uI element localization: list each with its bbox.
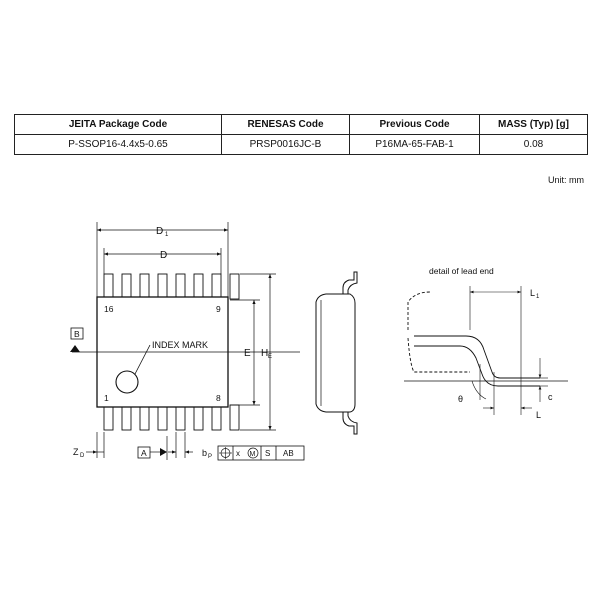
value-previous: P16MA-65-FAB-1 [350, 135, 480, 155]
lower-leads [104, 405, 239, 430]
header-jeita: JEITA Package Code [15, 115, 222, 135]
label-pin-16: 16 [104, 304, 114, 314]
lead-detail [404, 286, 568, 415]
label-zd: Z [73, 447, 79, 457]
label-d1: D [156, 226, 164, 237]
label-tol-m: M [249, 451, 256, 458]
side-view [316, 272, 357, 434]
label-pin-8: 8 [216, 393, 221, 403]
label-c: c [548, 392, 553, 402]
unit-note: Unit: mm [548, 175, 584, 185]
label-bp-sub: P [208, 454, 213, 460]
label-l1: L [530, 288, 536, 298]
label-tol-s: S [265, 449, 271, 458]
label-datum-b: B [74, 329, 80, 339]
label-d1-sub: 1 [165, 232, 169, 238]
label-tol-x: x [236, 449, 240, 458]
label-pin-1: 1 [104, 393, 109, 403]
value-jeita: P-SSOP16-4.4x5-0.65 [15, 135, 222, 155]
label-theta: θ [458, 394, 464, 404]
label-bp: b [202, 448, 208, 458]
label-l: L [536, 410, 542, 420]
label-datum-a: A [141, 448, 147, 458]
label-zd-sub: D [80, 453, 85, 459]
label-e: E [244, 348, 251, 359]
value-renesas: PRSP0016JC-B [222, 135, 350, 155]
detail-title: detail of lead end [429, 266, 494, 276]
value-mass: 0.08 [480, 135, 588, 155]
label-pin-9: 9 [216, 304, 221, 314]
header-mass: MASS (Typ) [g] [480, 115, 588, 135]
label-d: D [160, 250, 168, 261]
label-tol-ab: AB [283, 449, 294, 458]
label-he: H [261, 348, 269, 359]
lead-detail-labels [429, 266, 553, 420]
label-index-mark: INDEX MARK [152, 340, 209, 350]
label-he-sub: E [268, 354, 273, 360]
header-previous: Previous Code [350, 115, 480, 135]
label-l1-sub: 1 [536, 294, 540, 300]
header-renesas: RENESAS Code [222, 115, 350, 135]
upper-leads [104, 274, 239, 299]
